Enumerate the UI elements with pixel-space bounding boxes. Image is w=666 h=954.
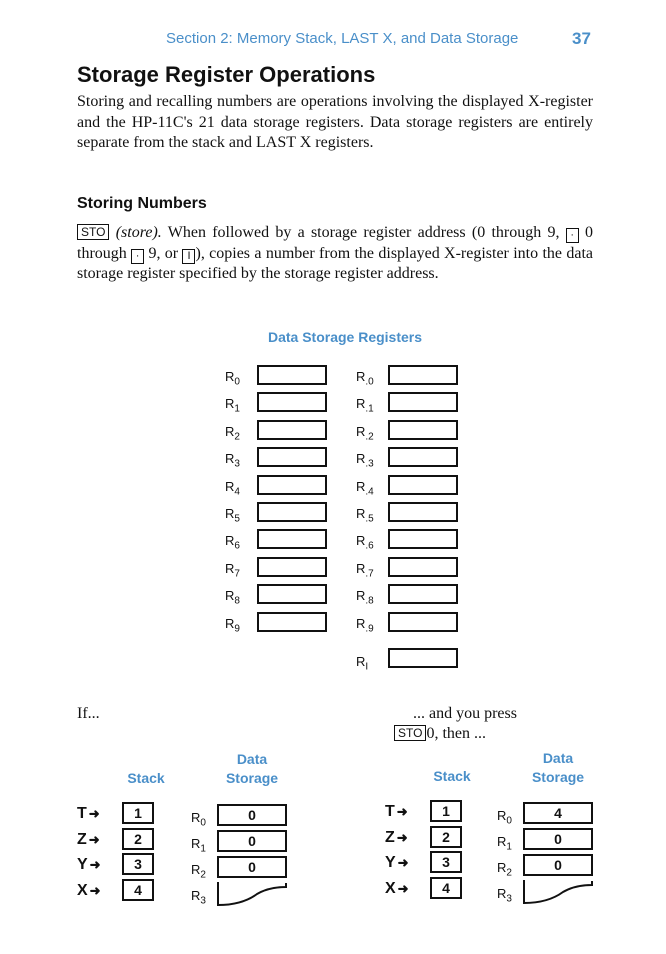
stack-register-label: Y ➜ <box>77 856 101 873</box>
arrow-icon: ➜ <box>89 857 101 872</box>
register-value-box: 0 <box>523 854 593 876</box>
register-box <box>388 648 458 668</box>
data-title-line2: Storage <box>225 770 279 786</box>
register-box <box>388 447 458 467</box>
register-label: $R_8$ <box>225 588 240 607</box>
register-box <box>388 584 458 604</box>
register-box <box>388 502 458 522</box>
register-label: $R_2$ <box>225 423 240 443</box>
stack-value-box: 2 <box>430 826 462 848</box>
torn-register-icon <box>217 882 287 908</box>
decimal-key: · <box>131 249 144 264</box>
register-label: $R_9$ <box>225 615 240 635</box>
register-box <box>257 557 327 577</box>
register-label: $R_3$ <box>191 888 206 907</box>
intro-paragraph: Storing and recalling numbers are operations involving the displayed X-register and the HP-11C's 21 data storage registers. Data storage registers are entirely separate from the stack and LAST X registers. <box>77 93 593 151</box>
register-label: $R_I$ <box>356 654 369 673</box>
arrow-icon: ➜ <box>397 855 409 870</box>
register-box <box>257 392 327 412</box>
register-label: $R_7$ <box>225 560 240 580</box>
register-box <box>257 447 327 467</box>
stack-value-box: 1 <box>430 800 462 822</box>
register-label: $R_{.1}$ <box>356 396 374 415</box>
register-box <box>257 612 327 632</box>
register-label: $R_{.8}$ <box>356 588 374 607</box>
stack-register-label: Z ➜ <box>385 828 408 846</box>
register-value-box <box>523 880 593 902</box>
register-label: $R_{.7}$ <box>356 560 374 580</box>
register-box <box>388 420 458 440</box>
register-label: $R_4$ <box>225 478 240 498</box>
stack-value-box: 2 <box>122 828 154 850</box>
arrow-icon: ➜ <box>396 829 408 845</box>
register-box <box>388 557 458 577</box>
register-label: $R_{.9}$ <box>356 615 374 635</box>
arrow-icon: ➜ <box>396 804 408 819</box>
data-title-line1: Data <box>236 751 268 767</box>
register-box <box>257 529 327 549</box>
stack-value-box: 4 <box>122 879 154 901</box>
page-number: 37 <box>572 29 591 48</box>
page-header <box>0 30 666 52</box>
stack-value-box: 3 <box>430 851 462 873</box>
register-box <box>388 392 458 412</box>
decimal-key: · <box>566 228 579 243</box>
register-label: $R_3$ <box>497 886 512 905</box>
stack-title: Stack <box>127 770 165 786</box>
register-label: $R_2$ <box>191 862 206 881</box>
register-box <box>388 612 458 632</box>
stack-value-box: 3 <box>122 853 154 875</box>
register-label: $R_3$ <box>225 451 240 470</box>
arrow-icon: ➜ <box>397 880 409 896</box>
sto-key: STO <box>77 224 109 240</box>
sto-key: STO <box>394 725 426 741</box>
register-box <box>257 475 327 495</box>
storing-paragraph: STO (store). When followed by a storage register address (0 through 9, · 0 through · 9, or I ), copies a number from the displayed X-register into the data storage register specified by the storage register address. <box>77 224 594 282</box>
register-box <box>388 475 458 495</box>
register-box <box>388 365 458 385</box>
stack-register-label: Z ➜ <box>77 830 100 848</box>
register-label: $R_2$ <box>497 860 512 879</box>
arrow-icon: ➜ <box>89 882 101 898</box>
i-key: I <box>182 249 195 264</box>
register-box <box>257 365 327 385</box>
press-line-1: ... and you press <box>413 705 517 722</box>
register-label: $R_{.6}$ <box>356 533 374 552</box>
register-label: $R_0$ <box>497 808 512 827</box>
register-box <box>257 584 327 604</box>
register-box <box>257 420 327 440</box>
register-value-box: 0 <box>217 856 287 878</box>
register-label: $R_1$ <box>191 836 206 855</box>
register-value-box: 0 <box>217 804 287 826</box>
stack-register-label: T ➜ <box>77 805 100 822</box>
register-box <box>388 529 458 549</box>
register-value-box <box>217 882 287 904</box>
stack-value-box: 1 <box>122 802 154 824</box>
register-label: $R_{.5}$ <box>356 506 374 525</box>
stack-register-label: X ➜ <box>385 879 409 897</box>
if-text: If... <box>77 705 100 722</box>
register-value-box: 4 <box>523 802 593 824</box>
storing-heading: Storing Numbers <box>77 195 207 212</box>
arrow-icon: ➜ <box>88 806 100 821</box>
register-label: $R_0$ <box>191 810 206 829</box>
stack-title: Stack <box>433 768 471 784</box>
store-term: (store). <box>115 224 162 241</box>
register-label: $R_{.4}$ <box>356 478 374 498</box>
register-label: $R_6$ <box>225 533 240 552</box>
stack-register-label: X ➜ <box>77 881 101 899</box>
arrow-icon: ➜ <box>88 831 100 847</box>
stack-register-label: Y ➜ <box>385 854 409 871</box>
register-label: $R_{.0}$ <box>356 369 374 388</box>
press-line-2: STO 0, then ... <box>394 725 486 743</box>
register-value-box: 0 <box>217 830 287 852</box>
data-title-line1: Data <box>542 750 574 766</box>
register-label: $R_{.3}$ <box>356 451 374 470</box>
register-label: $R_0$ <box>225 369 240 388</box>
page-title: Storage Register Operations <box>77 62 376 87</box>
section-title: Section 2: Memory Stack, LAST X, and Data Storage <box>166 30 519 47</box>
torn-register-icon <box>523 880 593 906</box>
register-value-box: 0 <box>523 828 593 850</box>
register-label: $R_5$ <box>225 506 240 525</box>
stack-value-box: 4 <box>430 877 462 899</box>
register-box <box>257 502 327 522</box>
register-label: $R_1$ <box>497 834 512 853</box>
data-title-line2: Storage <box>531 769 585 785</box>
register-label: $R_{.2}$ <box>356 423 374 443</box>
diagram-title: Data Storage Registers <box>267 329 423 345</box>
stack-register-label: T ➜ <box>385 803 408 820</box>
register-label: $R_1$ <box>225 396 240 415</box>
